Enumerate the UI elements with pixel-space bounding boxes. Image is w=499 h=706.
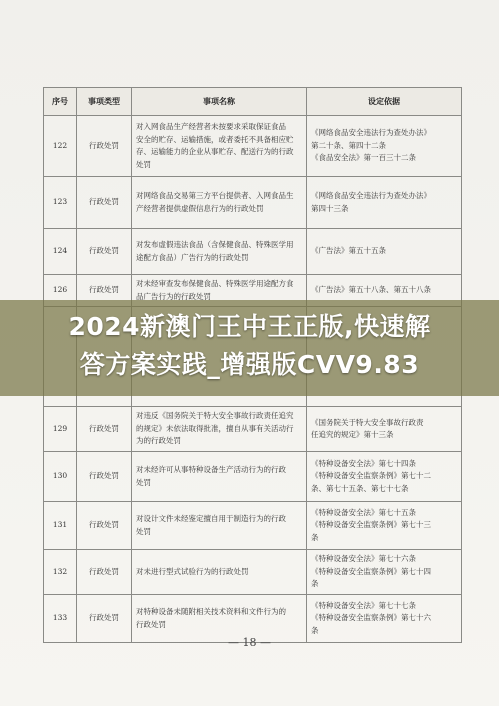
header-type: 事项类型 — [77, 88, 132, 116]
table-row — [44, 407, 462, 452]
row-number: 130 — [44, 452, 77, 502]
row-name-line: 对违反《国务院关于特大安全事故行政责任追究 — [136, 411, 294, 421]
table-row — [44, 177, 462, 229]
row-type: 行政处罚 — [77, 275, 132, 307]
table-row — [44, 452, 462, 502]
row-basis-line: 《特种设备安全法》第七十六条 — [311, 554, 416, 564]
row-name-line: 品广告行为的行政处罚 — [136, 291, 211, 301]
row-name-line: 对设计文件未经鉴定擅自用于制造行为的行政 — [136, 514, 286, 523]
row-type: 行政处罚 — [77, 116, 132, 177]
row-basis — [307, 116, 462, 177]
row-name-line: 对未进行型式试验行为的行政处罚 — [136, 566, 249, 576]
row-name-line: 行政处罚 — [136, 619, 166, 629]
row-basis-line: 《特种设备安全监察条例》第七十四 — [311, 566, 431, 576]
watermark-line-2: 答方案实践_增强版CVV9.83 — [79, 350, 420, 379]
header-basis: 设定依据 — [307, 88, 462, 116]
table-row — [44, 116, 462, 177]
row-basis-line: 条 — [311, 579, 319, 589]
table-row — [44, 502, 462, 550]
row-number: 122 — [44, 116, 77, 177]
row-basis-line: 任追究的规定》第十三条 — [311, 430, 394, 439]
row-basis-line: 《特种设备安全监察条例》第七十六 — [311, 613, 431, 623]
row-type: 行政处罚 — [77, 407, 132, 452]
row-type: 行政处罚 — [77, 177, 132, 229]
row-name — [132, 452, 307, 502]
row-name-line: 途配方食品）广告行为的行政处罚 — [136, 252, 249, 262]
row-basis-line: 《网络食品安全违法行为查处办法》 — [311, 191, 431, 200]
row-name-line: 处罚 — [136, 159, 151, 169]
row-basis-line: 条、第七十五条、第七十七条 — [311, 483, 409, 493]
row-basis-line: 《广告法》第五十八条、第五十八条 — [311, 285, 431, 295]
row-name-line: 产经营者提供虚假信息行为的行政处罚 — [136, 203, 264, 213]
header-seq: 序号 — [44, 88, 77, 116]
row-basis — [307, 452, 462, 502]
row-name — [132, 229, 307, 275]
row-name-line: 对发布虚假违法食品（含保健食品、特殊医学用 — [136, 240, 294, 249]
row-number: 129 — [44, 407, 77, 452]
row-basis-line: 《特种设备安全法》第七十四条 — [311, 458, 416, 468]
row-basis-line: 《特种设备安全法》第七十七条 — [311, 600, 416, 610]
row-name-line: 对特种设备未随附相关技术资料和文件行为的 — [136, 607, 286, 616]
row-type: 行政处罚 — [77, 452, 132, 502]
row-basis-line: 《食品安全法》第一百三十二条 — [311, 153, 416, 163]
watermark-line-1: 2024新澳门王中王正版,快速解 — [68, 312, 431, 341]
row-name-line: 安全的贮存、运输措施，或者委托不具备相应贮 — [136, 134, 294, 144]
row-number: 132 — [44, 550, 77, 595]
row-basis-line: 《网络食品安全违法行为查处办法》 — [311, 128, 431, 138]
row-basis-line: 条 — [311, 625, 319, 635]
row-type: 行政处罚 — [77, 229, 132, 275]
row-name-line: 对未经许可从事特种设备生产活动行为的行政 — [136, 465, 286, 474]
header-name: 事项名称 — [132, 88, 307, 116]
row-name — [132, 407, 307, 452]
row-basis — [307, 229, 462, 275]
row-name-line: 的规定》未依法取得批准，擅自从事有关活动行 — [136, 423, 294, 433]
row-basis-line: 《特种设备安全监察条例》第七十二 — [311, 471, 431, 481]
row-name-line: 对入网食品生产经营者未按要求采取保证食品 — [136, 122, 286, 131]
watermark-text — [0, 308, 499, 384]
row-name — [132, 550, 307, 595]
row-basis-line: 《特种设备安全法》第七十五条 — [311, 507, 416, 517]
row-name — [132, 502, 307, 550]
row-basis — [307, 177, 462, 229]
row-type: 行政处罚 — [77, 595, 132, 643]
row-name-line: 为的行政处罚 — [136, 436, 181, 446]
row-basis — [307, 502, 462, 550]
row-basis-line: 条 — [311, 532, 319, 542]
row-type: 行政处罚 — [77, 550, 132, 595]
row-basis-line: 《广告法》第五十五条 — [311, 246, 386, 256]
row-name-line: 存、运输能力的企业从事贮存、配送行为的行政 — [136, 147, 294, 156]
row-name-line: 处罚 — [136, 526, 151, 536]
row-number: 123 — [44, 177, 77, 229]
row-basis-line: 《特种设备安全监察条例》第七十三 — [311, 520, 431, 530]
table-row — [44, 229, 462, 275]
row-number: 133 — [44, 595, 77, 643]
row-number: 126 — [44, 275, 77, 307]
row-type: 行政处罚 — [77, 502, 132, 550]
row-name — [132, 116, 307, 177]
row-name-line: 处罚 — [136, 477, 151, 487]
table-row — [44, 550, 462, 595]
row-name-line: 对网络食品交易第三方平台提供者、入网食品生 — [136, 191, 294, 200]
row-basis-line: 第二十条、第四十二条 — [311, 140, 386, 150]
row-number: 131 — [44, 502, 77, 550]
table-header-row — [44, 88, 462, 116]
row-name — [132, 177, 307, 229]
page-number: — 18 — — [228, 636, 271, 649]
row-basis — [307, 550, 462, 595]
row-basis — [307, 407, 462, 452]
row-number: 124 — [44, 229, 77, 275]
row-basis-line: 第四十三条 — [311, 203, 349, 213]
row-name-line: 对未经审查发布保健食品、特殊医学用途配方食 — [136, 279, 294, 288]
row-basis-line: 《国务院关于特大安全事故行政责 — [311, 417, 424, 427]
